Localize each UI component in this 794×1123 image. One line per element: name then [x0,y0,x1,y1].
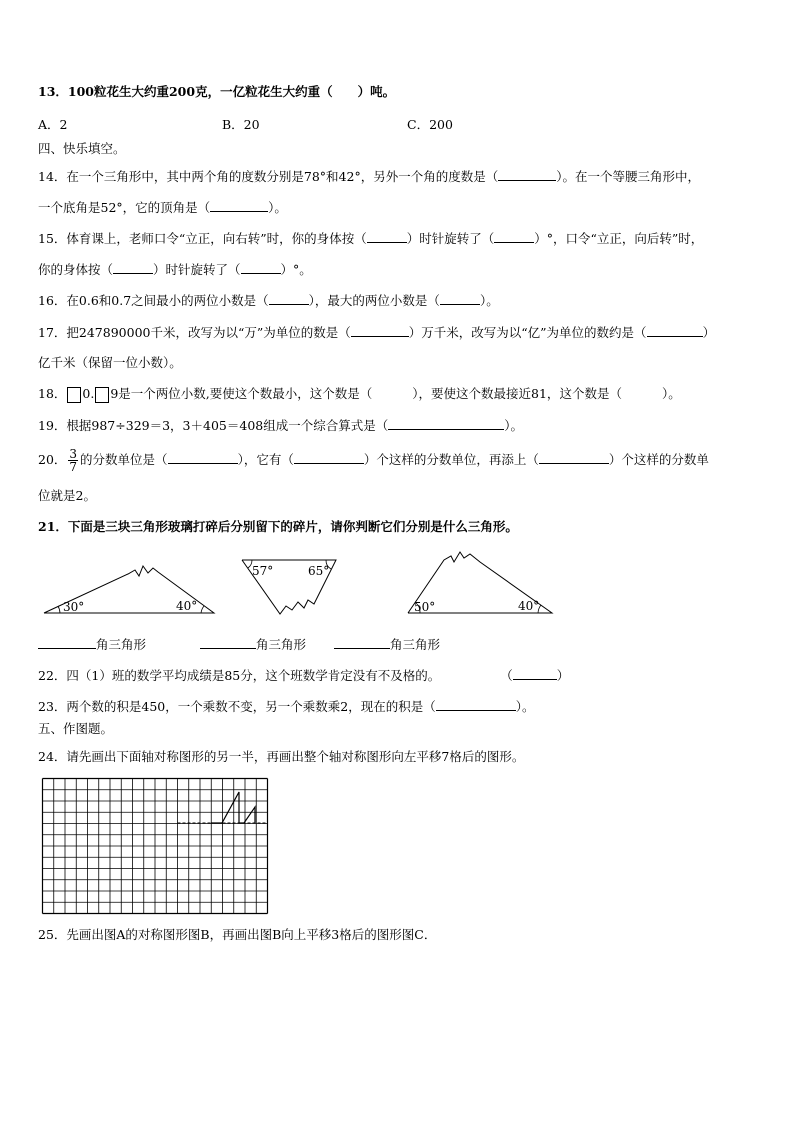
q13-option-b: B．20 [222,117,260,132]
question-22: 22．四（1）班的数学平均成绩是85分，这个班数学肯定没有不及格的。 （ ） [38,668,570,683]
question-18: 18． 0. 9是一个两位小数,要使这个数最小，这个数是（ ），要使这个数最接近81，这个数是（ ）。 [38,386,681,401]
digit-box[interactable] [67,387,81,403]
answer-blank[interactable] [436,698,516,711]
answer-blank[interactable] [351,324,409,337]
digit-box[interactable] [95,387,109,403]
fragment-3-angle-left: 50° [414,600,436,614]
question-21: 21．下面是三块三角形玻璃打碎后分别留下的碎片，请你判断它们分别是什么三角形。 [38,519,518,534]
question-14-line1: 14．在一个三角形中，其中两个角的度数分别是78°和42°，另外一个角的度数是（ ）。在一个等腰三角形中， [38,169,700,184]
answer-blank[interactable] [539,451,609,464]
question-16: 16．在0.6和0.7之间最小的两位小数是（ ），最大的两位小数是（ ）。 [38,293,499,308]
answer-blank[interactable] [494,230,534,243]
answer-blank[interactable] [210,199,268,212]
answer-blank[interactable] [269,292,309,305]
question-17-line1: 17．把247890000千米，改写为以“万”为单位的数是（ ）万千米，改写为以“亿”为单位的数约是（ ） [38,325,716,340]
triangle-fragments-figure [36,548,556,622]
answer-blank[interactable] [241,261,281,274]
grid-lines [43,779,268,914]
answer-blank[interactable] [440,292,480,305]
answer-blank[interactable] [334,636,390,649]
question-17-line2: 亿千米（保留一位小数）。 [38,355,182,370]
fragment-2-angle-left: 57° [252,564,274,578]
fragment-2-angle-right: 65° [308,564,330,578]
fragment-1-angle-arc [201,606,204,613]
answer-blank[interactable] [168,451,238,464]
fragment-3-angle-right: 40° [518,599,540,613]
question-20-line1: 20． $\frac{3}{7}$ 的分数单位是（ ），它有（ ）个这样的分数单位，再添上（ ）个这样的分数单 [38,447,709,474]
answer-blank[interactable] [367,230,407,243]
question-14-line2: 一个底角是52°，它的顶角是（ ）。 [38,200,287,215]
question-25: 25．先画出图A的对称图形图B，再画出图B向上平移3格后的图形图C． [38,927,437,942]
fragment-1-angle-left: 30° [63,600,85,614]
question-19: 19．根据987÷329＝3，3＋405＝408组成一个综合算式是（ ）。 [38,418,523,433]
section-5-heading: 五、作图题。 [38,721,114,736]
fragment-1-angle-right: 40° [176,599,198,613]
half-figure [211,792,255,823]
question-23: 23．两个数的积是450，一个乘数不变，另一个乘数乘2，现在的积是（ ）。 [38,699,535,714]
q21-answers: 角三角形 角三角形 角三角形 [38,636,440,653]
answer-blank[interactable] [113,261,153,274]
answer-blank[interactable] [388,417,504,430]
question-20-line2: 位就是2。 [38,488,96,503]
fragment-1-angle-arc [58,606,60,613]
q13-option-a: A．2 [38,117,68,132]
question-13: 13．100粒花生大约重200克，一亿粒花生大约重（ ）吨。 [38,84,396,99]
answer-blank[interactable] [647,324,703,337]
answer-blank[interactable] [38,636,96,649]
answer-blank[interactable] [294,451,364,464]
q13-option-c: C．200 [407,117,453,132]
question-24: 24．请先画出下面轴对称图形的另一半，再画出整个轴对称图形向左平移7格后的图形。 [38,749,525,764]
drawing-grid[interactable] [40,776,272,918]
section-4-heading: 四、快乐填空。 [38,141,126,156]
answer-blank[interactable] [498,168,556,181]
fraction: $\frac{3}{7}$ [69,447,78,474]
question-15-line1: 15．体育课上，老师口令“立正，向右转”时，你的身体按（ ）时针旋转了（ ）°，口令“立正，向后转”时， [38,231,704,246]
answer-blank[interactable] [513,667,557,680]
question-15-line2: 你的身体按（ ）时针旋转了（ ）°。 [38,262,312,277]
answer-blank[interactable] [200,636,256,649]
